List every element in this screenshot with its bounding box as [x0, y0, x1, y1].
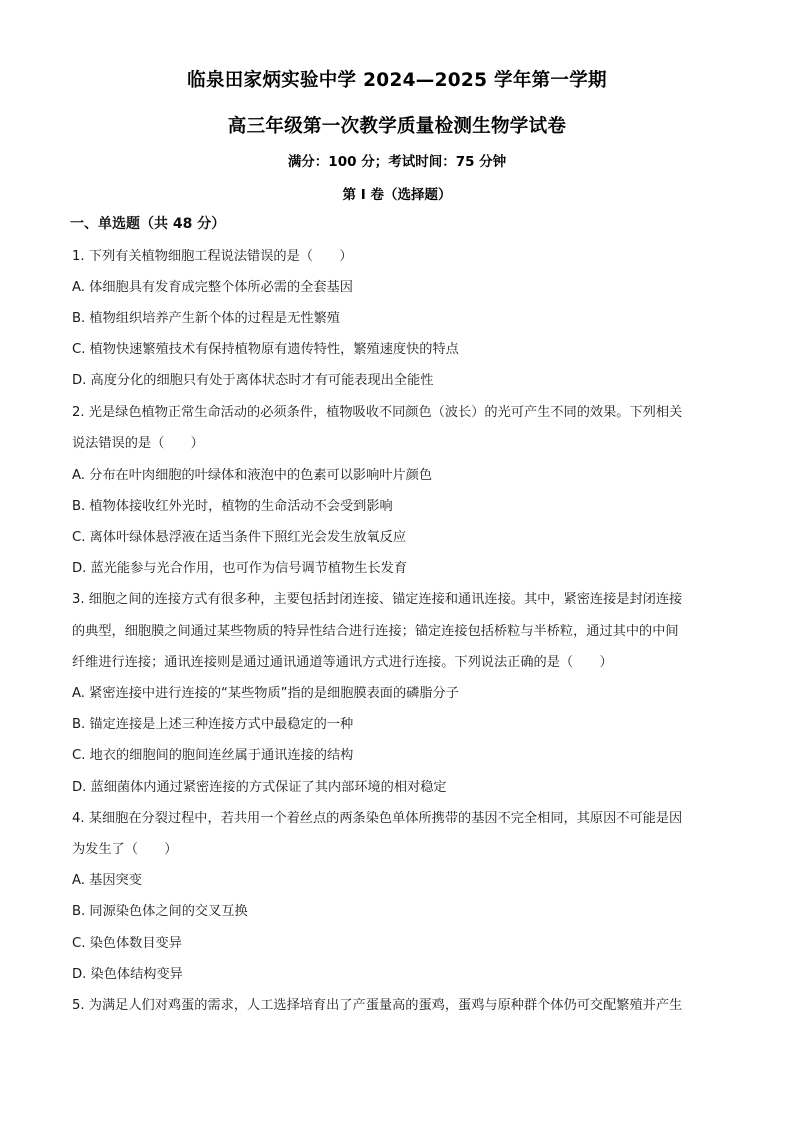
- q4-stem-line1: 4. 某细胞在分裂过程中，若共用一个着丝点的两条染色单体所携带的基因不完全相同，其原因不可能是因: [72, 811, 683, 826]
- q3-stem-line1: 3. 细胞之间的连接方式有很多种，主要包括封闭连接、锚定连接和通讯连接。其中，紧密连接是封闭连接: [72, 592, 683, 607]
- q4-option-a: A. 基因突变: [72, 873, 142, 888]
- q4-option-d: D. 染色体结构变异: [72, 967, 183, 982]
- q2-option-a: A. 分布在叶肉细胞的叶绿体和液泡中的色素可以影响叶片颜色: [72, 468, 433, 483]
- exam-title: 高三年级第一次教学质量检测生物学试卷: [227, 116, 567, 137]
- q1-option-d: D. 高度分化的细胞只有处于离体状态时才有可能表现出全能性: [72, 373, 434, 388]
- q3-option-b: B. 锚定连接是上述三种连接方式中最稳定的一种: [72, 717, 354, 732]
- q2-option-d: D. 蓝光能参与光合作用，也可作为信号调节植物生长发育: [72, 561, 408, 576]
- q4-stem-line2: 为发生了（ ）: [72, 842, 178, 857]
- q3-option-d: D. 蓝细菌体内通过紧密连接的方式保证了其内部环境的相对稳定: [72, 780, 447, 795]
- q4-option-b: B. 同源染色体之间的交叉互换: [72, 904, 248, 919]
- q1-option-c: C. 植物快速繁殖技术有保持植物原有遗传特性，繁殖速度快的特点: [72, 342, 459, 357]
- q4-option-c: C. 染色体数目变异: [72, 936, 182, 951]
- q1-option-b: B. 植物组织培养产生新个体的过程是无性繁殖: [72, 311, 340, 326]
- q2-stem-line1: 2. 光是绿色植物正常生命活动的必须条件，植物吸收不同颜色（波长）的光可产生不同的效果。下列相关: [72, 405, 683, 420]
- q2-option-c: C. 离体叶绿体悬浮液在适当条件下照红光会发生放氧反应: [72, 530, 407, 545]
- q1-option-a: A. 体细胞具有发育成完整个体所必需的全套基因: [72, 280, 353, 295]
- q2-stem-line2: 说法错误的是（ ）: [72, 436, 204, 451]
- q3-stem-line3: 纤维进行连接；通讯连接则是通过通讯通道等通讯方式进行连接。下列说法正确的是（ ）: [72, 655, 613, 670]
- score-time-info: 满分：100 分；考试时间：75 分钟: [287, 154, 507, 170]
- section-heading: 一、单选题（共 48 分）: [70, 216, 226, 232]
- school-title: 临泉田家炳实验中学 2024—2025 学年第一学期: [187, 70, 607, 91]
- q5-stem-line1: 5. 为满足人们对鸡蛋的需求，人工选择培育出了产蛋量高的蛋鸡，蛋鸡与原种群个体仍可交配繁殖并产生: [72, 998, 683, 1013]
- q1-stem: 1. 下列有关植物细胞工程说法错误的是（ ）: [72, 249, 353, 264]
- volume-label: 第 I 卷（选择题）: [342, 187, 452, 203]
- q3-option-c: C. 地衣的细胞间的胞间连丝属于通讯连接的结构: [72, 748, 354, 763]
- q2-option-b: B. 植物体接收红外光时，植物的生命活动不会受到影响: [72, 499, 393, 514]
- q3-stem-line2: 的典型，细胞膜之间通过某些物质的特异性结合进行连接；锚定连接包括桥粒与半桥粒，通过其中的中间: [72, 624, 679, 639]
- q3-option-a: A. 紧密连接中进行连接的“某些物质”指的是细胞膜表面的磷脂分子: [72, 686, 459, 701]
